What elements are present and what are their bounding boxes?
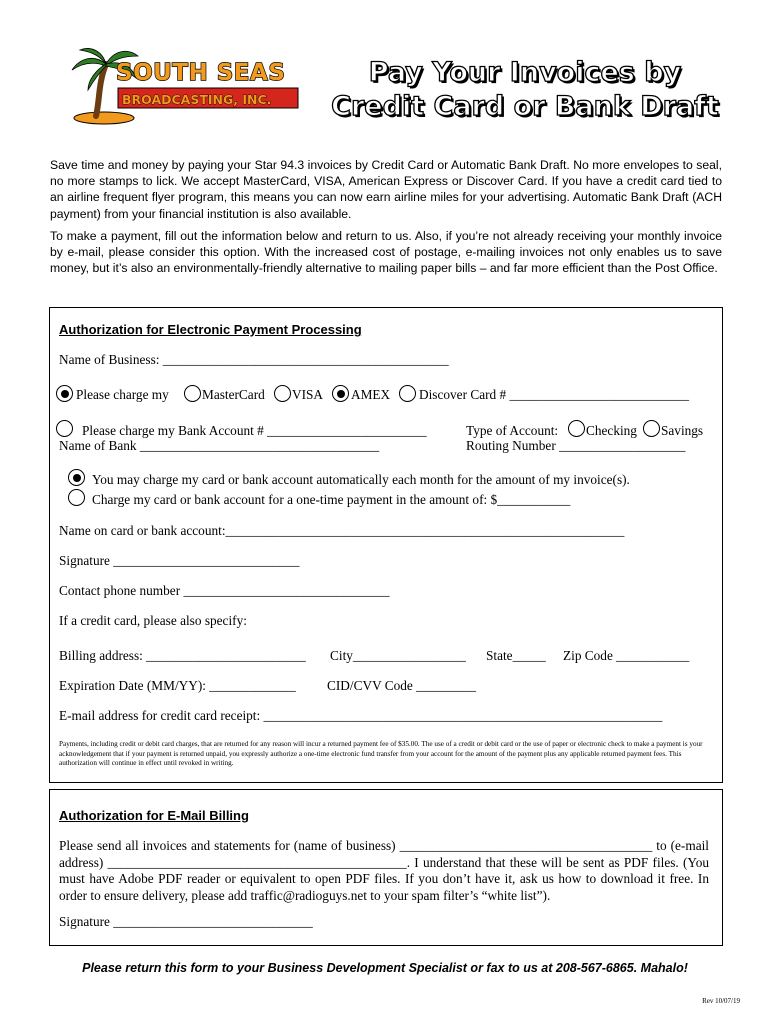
revision-date: Rev 10/07/19 bbox=[702, 997, 740, 1005]
checking-radio[interactable] bbox=[568, 420, 585, 437]
account-type-label: Type of Account: bbox=[466, 423, 559, 438]
title-line1: Pay Your Invoices by bbox=[368, 57, 682, 88]
discover-card-number-field[interactable]: Discover Card # ___________________________ bbox=[419, 387, 689, 402]
one-time-payment-radio[interactable] bbox=[68, 489, 85, 506]
amex-radio[interactable] bbox=[332, 385, 349, 402]
expiration-date-field[interactable]: Expiration Date (MM/YY): _____________ bbox=[59, 678, 296, 693]
mastercard-label: MasterCard bbox=[202, 387, 265, 402]
returned-payment-fine-print: Payments, including credit or debit card charges, that are returned for any reason will incur a returned payment fee of $35.00. The use of a credit or debit card or the use of paper or electronic check to make a payment is your acknowledgement that if your payment is returned unpaid, you expressly authorize a one-time electronic fund transfer from your account for the amount of the payment plus any applicable returned payment fees. This authorization will continue in effect until revoked in writing. bbox=[59, 740, 703, 768]
cid-cvv-field[interactable]: CID/CVV Code _________ bbox=[327, 678, 476, 693]
contact-phone-field[interactable]: Contact phone number _______________________________ bbox=[59, 583, 390, 598]
email-signature-field[interactable]: Signature ______________________________ bbox=[59, 914, 313, 929]
logo-line2: BROADCASTING, INC. bbox=[122, 92, 272, 107]
signature-field[interactable]: Signature ____________________________ bbox=[59, 553, 300, 568]
receipt-email-field[interactable]: E-mail address for credit card receipt: ____________________________________________________________ bbox=[59, 708, 663, 723]
charge-card-radio[interactable] bbox=[56, 385, 73, 402]
discover-radio[interactable] bbox=[399, 385, 416, 402]
savings-radio[interactable] bbox=[643, 420, 660, 437]
mastercard-radio[interactable] bbox=[184, 385, 201, 402]
business-name-field[interactable]: Name of Business: ___________________________________________ bbox=[59, 352, 449, 367]
intro-paragraph-2: To make a payment, fill out the information below and return to us. Also, if you’re not already receiving your monthly invoice by e-mail, please consider this option. With the increased cost of postage, e-mailing invoices not only enables us to save money, but it’s also an environmentally-friendly alternative to mailing paper bills – and far more efficient than the Post Office. bbox=[50, 229, 722, 276]
title-line2: Credit Card or Bank Draft bbox=[331, 91, 719, 122]
bank-name-field[interactable]: Name of Bank ____________________________________ bbox=[59, 438, 380, 453]
logo-line1: SOUTH SEAS bbox=[116, 60, 286, 86]
checking-label: Checking bbox=[586, 423, 637, 438]
page-title bbox=[320, 56, 730, 124]
savings-label: Savings bbox=[661, 423, 704, 438]
return-instructions: Please return this form to your Business Development Specialist or fax to us at 208-567-6865. Mahalo! bbox=[82, 961, 688, 975]
payment-authorization-section bbox=[49, 307, 723, 783]
payment-section-title: Authorization for Electronic Payment Processing bbox=[59, 322, 362, 337]
charge-bank-radio[interactable] bbox=[56, 420, 73, 437]
email-billing-section bbox=[49, 789, 723, 946]
routing-number-field[interactable]: Routing Number ___________________ bbox=[466, 438, 686, 453]
zip-code-field[interactable]: Zip Code ___________ bbox=[563, 648, 690, 663]
intro-paragraph-1: Save time and money by paying your Star 94.3 invoices by Credit Card or Automatic Bank Draft. No more envelopes to seal, no more stamps to lick. We accept MasterCard, VISA, American Express or Discover Card. If you have a credit card tied to an airline frequent flyer program, this means you can now earn airline miles for your advertising. Automatic Bank Draft (ACH payment) from your financial institution is also available. bbox=[50, 158, 722, 221]
south-seas-logo bbox=[66, 44, 316, 126]
state-field[interactable]: State_____ bbox=[486, 648, 546, 663]
visa-label: VISA bbox=[292, 387, 324, 402]
email-billing-text: Please send all invoices and statements for (name of business) ______________________________________ to (e-mail address) _____________________________________________. I understand that these will be sent as PDF files. (You must have Adobe PDF reader or equivalent to open PDF files. If you don’t have it, ask us how to download it free. In order to ensure delivery, please add traffic@radioguys.net to your spam filter’s “white list”). bbox=[59, 838, 709, 903]
credit-card-specify-label: If a credit card, please also specify: bbox=[59, 613, 247, 628]
billing-address-field[interactable]: Billing address: ________________________ bbox=[59, 648, 306, 663]
one-time-payment-field[interactable]: Charge my card or bank account for a one-time payment in the amount of: $___________ bbox=[92, 492, 571, 507]
recurring-payment-label: You may charge my card or bank account automatically each month for the amount of my invoice(s). bbox=[92, 472, 630, 487]
amex-label: AMEX bbox=[351, 387, 391, 402]
city-field[interactable]: City_________________ bbox=[330, 648, 466, 663]
charge-card-label: Please charge my bbox=[76, 387, 169, 402]
email-section-title: Authorization for E-Mail Billing bbox=[59, 808, 249, 823]
recurring-payment-radio[interactable] bbox=[68, 469, 85, 486]
name-on-card-field[interactable]: Name on card or bank account:____________________________________________________________ bbox=[59, 523, 625, 538]
visa-radio[interactable] bbox=[274, 385, 291, 402]
bank-account-field[interactable]: Please charge my Bank Account # ________________________ bbox=[82, 423, 427, 438]
